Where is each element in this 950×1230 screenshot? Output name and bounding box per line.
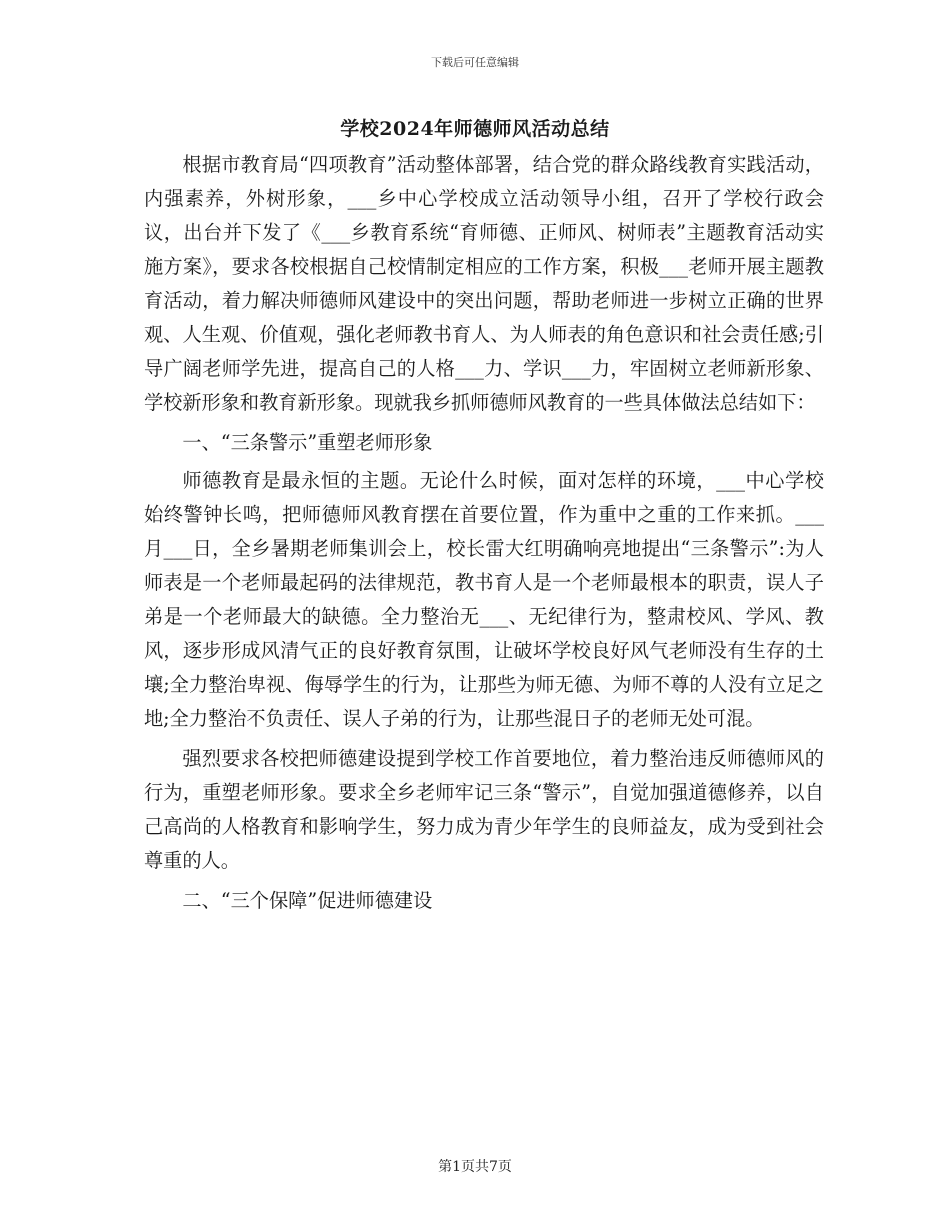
page-footer: 第1页共7页 — [438, 1159, 512, 1175]
paragraph-intro: 根据市教育局“四项教育”活动整体部署，结合党的群众路线教育实践活动，内强素养，外树形象，___乡中心学校成立活动领导小组，召开了学校行政会议，出台并下发了《___乡教育系统“育师德、正师风、树师表”主题教育活动实施方案》，要求各校根据自己校情制定相应的工作方案，积极___老师开展主题教育活动，着力解决师德师风建设中的突出问题，帮助老师进一步树立正确的世界观、人生观、价值观，强化老师教书育人、为人师表的角色意识和社会责任感;引导广阔老师学先进，提高自己的人格___力、学识___力，牢固树立老师新形象、学校新形象和教育新形象。现就我乡抓师德师风教育的一些具体做法总结如下： — [144, 153, 824, 414]
paragraph-section-1-requirements: 强烈要求各校把师德建设提到学校工作首要地位，着力整治违反师德师风的行为，重塑老师形象。要求全乡老师牢记三条“警示”，自觉加强道德修养，以自己高尚的人格教育和影响学生，努力成为青少年学生的良师益友，成为受到社会尊重的人。 — [144, 747, 824, 872]
section-heading-2: 二、“三个保障”促进师德建设 — [182, 889, 433, 912]
paragraph-section-1: 师德教育是最永恒的主题。无论什么时候，面对怎样的环境，___中心学校始终警钟长鸣，把师德师风教育摆在首要位置，作为重中之重的工作来抓。___月___日，全乡暑期老师集训会上，校长雷大红明确响亮地提出“三条警示”:为人师表是一个老师最起码的法律规范，教书育人是一个老师最根本的职责，误人子弟是一个老师最大的缺德。全力整治无___、无纪律行为，整肃校风、学风、教风，逐步形成风清气正的良好教育氛围，让破坏学校良好风气老师没有生存的土壤;全力整治卑视、侮辱学生的行为，让那些为师无德、为师不尊的人没有立足之地;全力整治不负责任、误人子弟的行为，让那些混日子的老师无处可混。 — [144, 469, 824, 730]
document-title: 学校2024年师德师风活动总结 — [340, 118, 610, 140]
header-note: 下载后可任意编辑 — [431, 56, 519, 69]
document-body — [144, 148, 824, 922]
section-heading-1: 一、“三条警示”重塑老师形象 — [182, 431, 433, 454]
